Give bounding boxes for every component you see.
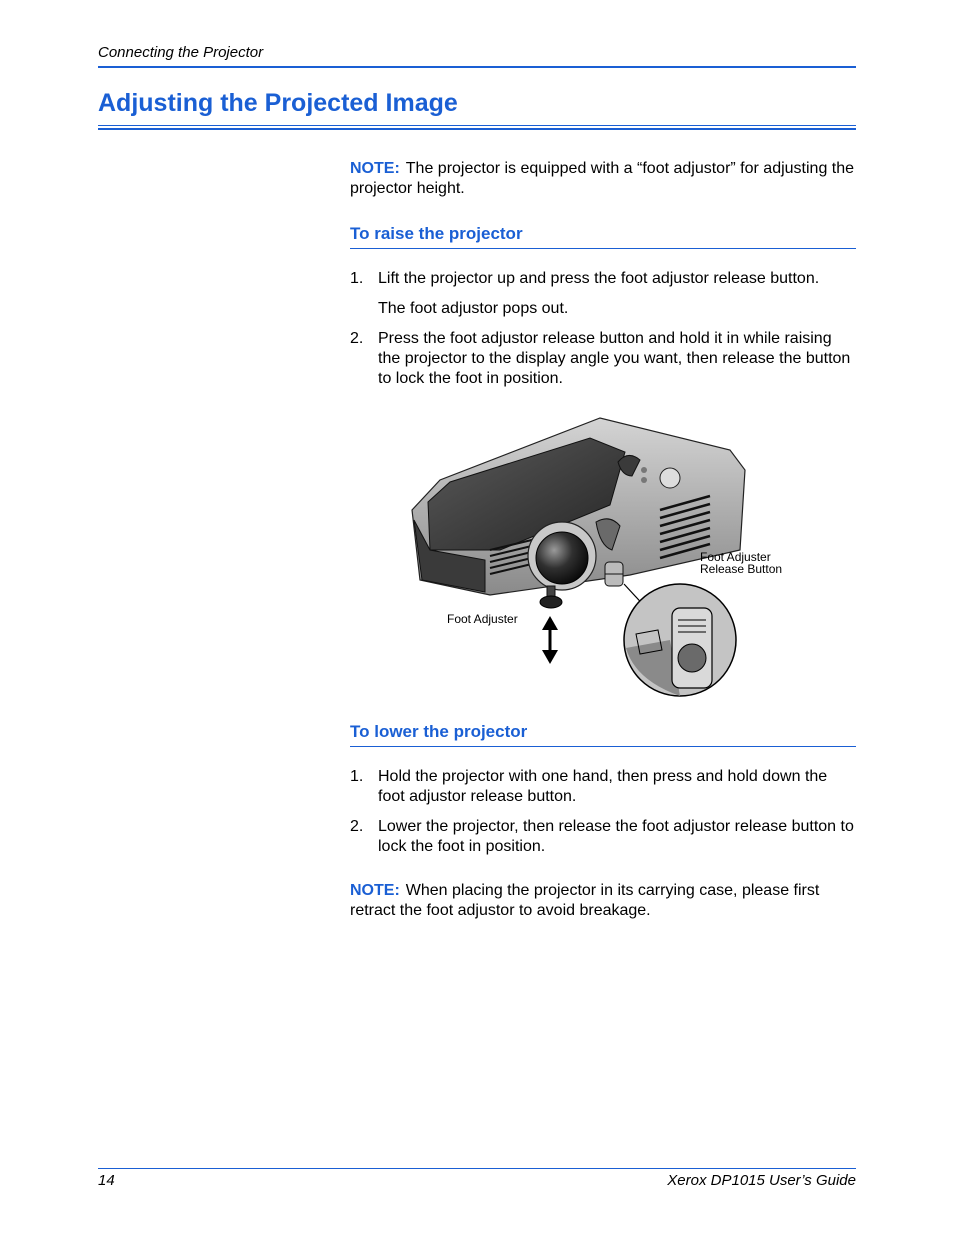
label-release-line2: Release Button xyxy=(700,562,783,576)
note-carrying-case xyxy=(350,881,856,921)
raise-heading: To raise the projector xyxy=(350,224,856,249)
label-release-button xyxy=(700,551,782,575)
label-foot-adjuster: Foot Adjuster xyxy=(447,612,518,626)
step-number: 2. xyxy=(350,330,364,347)
raise-steps xyxy=(350,269,856,399)
double-arrow-icon xyxy=(542,616,558,664)
note-text: When placing the projector in its carrying case, please first retract the foot adjustor to avoid breakage. xyxy=(350,882,820,919)
footer-rule xyxy=(98,1168,856,1169)
header-rule xyxy=(98,66,856,68)
note-label: NOTE: xyxy=(350,882,400,899)
note-label: NOTE: xyxy=(350,160,400,177)
control-dial-icon xyxy=(660,468,680,488)
step-number: 2. xyxy=(350,818,364,835)
step-text: Lower the projector, then release the foot adjustor release button to lock the foot in position. xyxy=(378,818,854,855)
list-item xyxy=(350,329,856,389)
guide-name: Xerox DP1015 User’s Guide xyxy=(667,1172,856,1189)
step-text: Lift the projector up and press the foot adjustor release button. xyxy=(378,270,820,287)
lower-heading: To lower the projector xyxy=(350,722,856,747)
page-title: Adjusting the Projected Image xyxy=(98,89,458,117)
lens-icon xyxy=(536,532,588,584)
title-rule xyxy=(98,125,856,126)
step-number: 1. xyxy=(350,768,364,785)
projector-figure xyxy=(400,410,800,700)
step-text: Press the foot adjustor release button and hold it in while raising the projector to the display angle you want, then release the button to lock the foot in position. xyxy=(378,330,851,387)
running-head: Connecting the Projector xyxy=(98,44,264,61)
label-release-line1: Foot Adjuster xyxy=(700,550,771,564)
step-number: 1. xyxy=(350,270,364,287)
page-number: 14 xyxy=(98,1172,115,1189)
note-intro xyxy=(350,159,856,199)
step-result: The foot adjustor pops out. xyxy=(378,300,569,317)
list-item xyxy=(350,817,856,857)
list-item xyxy=(350,269,856,319)
note-text: The projector is equipped with a “foot adjustor” for adjusting the projector height. xyxy=(350,160,855,197)
step-text: Hold the projector with one hand, then press and hold down the foot adjustor release button. xyxy=(378,768,828,805)
lower-steps xyxy=(350,767,856,867)
title-rule-thick xyxy=(98,128,856,130)
list-item xyxy=(350,767,856,807)
